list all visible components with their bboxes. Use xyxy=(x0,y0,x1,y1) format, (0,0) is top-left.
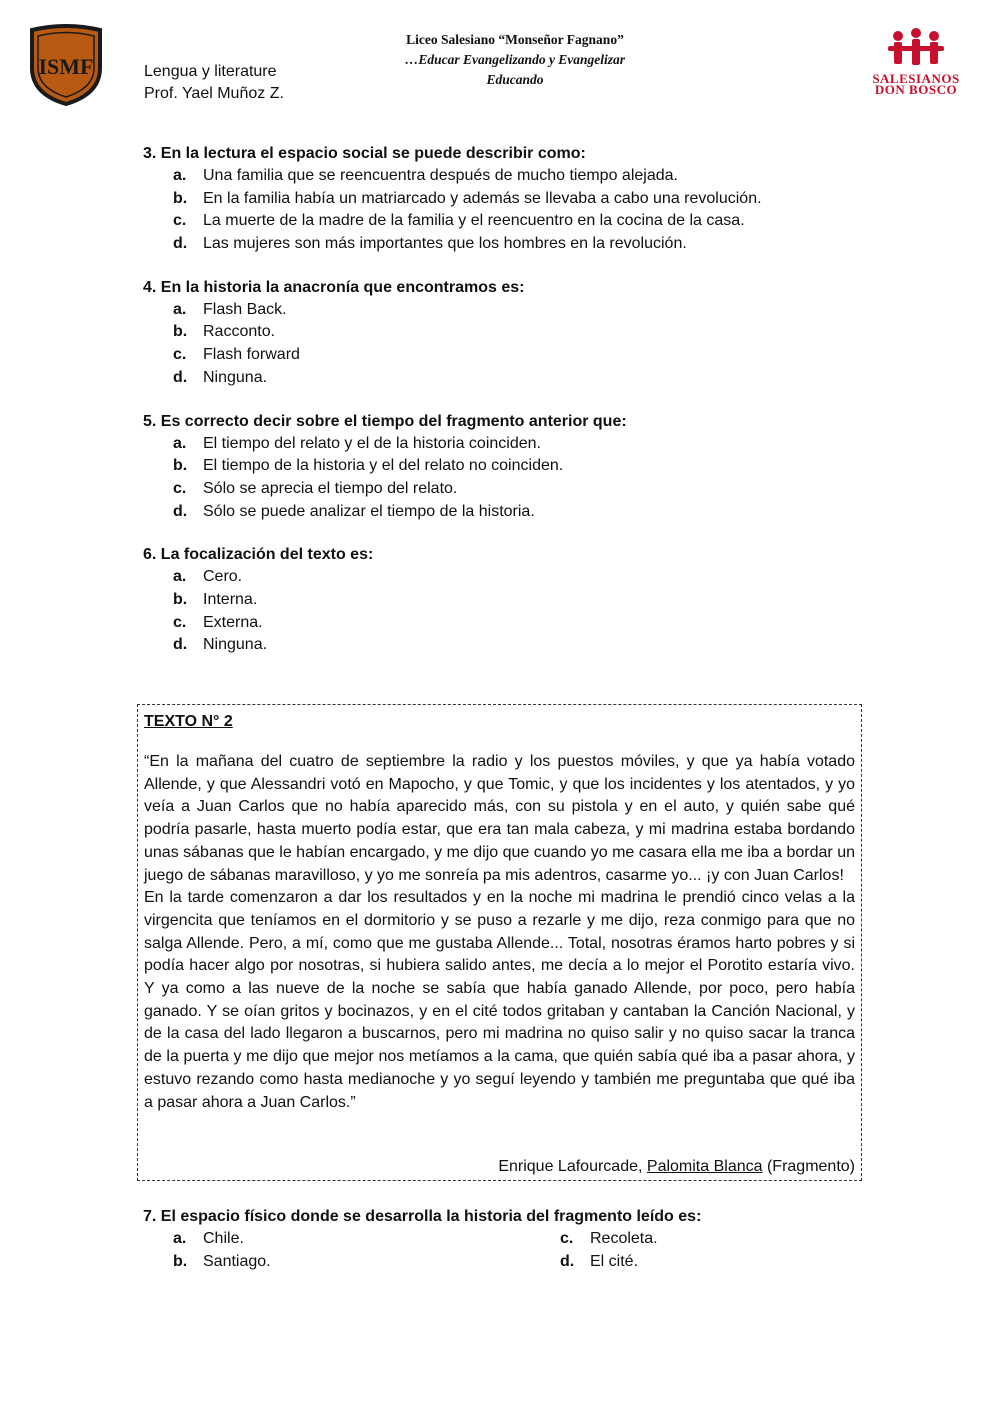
question-title: 4. En la historia la anacronía que encontramos es: xyxy=(143,278,525,296)
option-letter: a. xyxy=(173,1230,187,1247)
options-grid xyxy=(143,1228,863,1274)
subject-block xyxy=(144,61,284,105)
option-c[interactable] xyxy=(143,344,863,367)
option-text: Una familia que se reencuentra después de mucho tiempo alejada. xyxy=(203,167,678,184)
source-note: (Fragmento) xyxy=(766,1158,855,1175)
text-paragraph-1: “En la mañana del cuatro de septiembre la radio y los puestos móviles, y que ya había votado Allende, y que Alessandri votó en Mapocho, y que Tomic, y que los incidentes y los atentados, y yo veía a Juan Carlos que no había aparecido más, con su pistola y en el auto, y quién sabe qué podría pasarle, hasta muerto podía estar, que era tan mala cabeza, y mi madrina estaba bordando unas sábanas que le habían encargado, y me dijo que cuando yo me casara ella me iba a bordar un juego de sábanas maravilloso, y yo me sonreía pa mis adentros, casarme yo... ¡y con Juan Carlos! xyxy=(144,753,855,884)
option-text: En la familia había un matriarcado y además se llevaba a cabo una revolución. xyxy=(203,189,762,207)
option-text: Chile. xyxy=(203,1230,244,1247)
option-text: Flash forward xyxy=(203,346,300,364)
option-text: Externa. xyxy=(203,613,263,631)
question-3 xyxy=(143,143,863,256)
option-d[interactable] xyxy=(143,233,863,256)
school-shield-logo xyxy=(26,24,106,106)
option-letter: a. xyxy=(173,434,187,452)
option-letter: d. xyxy=(173,235,188,253)
option-c[interactable] xyxy=(560,1228,658,1251)
don-bosco-text: DON BOSCO xyxy=(874,82,958,97)
option-b[interactable] xyxy=(143,188,863,211)
option-a[interactable] xyxy=(143,433,863,456)
option-text: Sólo se aprecia el tiempo del relato. xyxy=(203,479,458,497)
option-d[interactable] xyxy=(143,634,863,657)
option-d[interactable] xyxy=(143,367,863,390)
option-letter: c. xyxy=(173,479,187,497)
option-letter: b. xyxy=(173,189,188,207)
question-title: 6. La focalización del texto es: xyxy=(143,546,374,564)
question-5 xyxy=(143,411,863,524)
reading-text-box xyxy=(137,704,862,1181)
option-letter: b. xyxy=(173,1252,188,1270)
option-letter: c. xyxy=(173,212,187,230)
option-letter: a. xyxy=(173,167,187,184)
option-letter: c. xyxy=(173,613,187,631)
option-text: Ninguna. xyxy=(203,368,268,386)
option-a[interactable] xyxy=(143,299,863,322)
question-4 xyxy=(143,277,863,390)
text-source xyxy=(498,1156,855,1178)
option-text: Cero. xyxy=(203,568,243,586)
salesianos-logo xyxy=(862,28,970,100)
option-text: Flash Back. xyxy=(203,300,287,318)
text-heading: TEXTO N° 2 xyxy=(144,713,233,730)
subject-name: Lengua y literature xyxy=(144,63,277,80)
option-c[interactable] xyxy=(143,478,863,501)
option-text: Racconto. xyxy=(203,323,276,341)
school-name: Liceo Salesiano “Monseñor Fagnano” xyxy=(406,32,624,47)
option-text: La muerte de la madre de la familia y el reencuentro en la cocina de la casa. xyxy=(203,212,745,230)
source-author: Enrique Lafourcade, xyxy=(498,1158,643,1175)
option-b[interactable] xyxy=(143,589,863,612)
school-header xyxy=(340,30,690,90)
option-letter: b. xyxy=(173,323,188,341)
option-text: Santiago. xyxy=(203,1252,271,1270)
option-d[interactable] xyxy=(560,1251,638,1274)
option-text: Recoleta. xyxy=(590,1230,658,1247)
option-letter: d. xyxy=(560,1252,575,1270)
salesianos-text: SALESIANOS xyxy=(872,71,960,86)
option-letter: d. xyxy=(173,502,188,520)
option-b[interactable] xyxy=(143,321,863,344)
option-text: El tiempo del relato y el de la historia coinciden. xyxy=(203,434,541,452)
question-title: 3. En la lectura el espacio social se puede describir como: xyxy=(143,145,586,162)
option-letter: a. xyxy=(173,568,187,586)
option-b[interactable] xyxy=(143,455,863,478)
option-a[interactable] xyxy=(173,1228,244,1251)
option-a[interactable] xyxy=(143,165,863,188)
question-title: 5. Es correcto decir sobre el tiempo del fragmento anterior que: xyxy=(143,412,627,430)
option-letter: c. xyxy=(173,346,187,364)
option-d[interactable] xyxy=(143,501,863,524)
text-body xyxy=(144,751,855,1114)
option-c[interactable] xyxy=(143,612,863,635)
question-title: 7. El espacio físico donde se desarrolla la historia del fragmento leído es: xyxy=(143,1208,702,1225)
option-letter: c. xyxy=(560,1230,574,1247)
option-b[interactable] xyxy=(173,1251,271,1274)
option-letter: d. xyxy=(173,636,188,654)
option-text: Interna. xyxy=(203,590,258,608)
option-letter: d. xyxy=(173,368,188,386)
option-a[interactable] xyxy=(143,566,863,589)
questions-section xyxy=(143,143,863,678)
option-c[interactable] xyxy=(143,210,863,233)
question-7 xyxy=(143,1206,863,1274)
option-letter: b. xyxy=(173,590,188,608)
teacher-name: Prof. Yael Muñoz Z. xyxy=(144,85,284,102)
option-letter: a. xyxy=(173,300,187,318)
school-motto-line2: Educando xyxy=(486,72,544,87)
option-text: Ninguna. xyxy=(203,636,268,654)
salesianos-figures-icon xyxy=(886,28,946,68)
option-text: El tiempo de la historia y el del relato no coinciden. xyxy=(203,457,564,475)
option-text: Sólo se puede analizar el tiempo de la historia. xyxy=(203,502,535,520)
shield-lettering: ISMF xyxy=(38,54,94,79)
source-work-title: Palomita Blanca xyxy=(646,1158,763,1175)
option-text: Las mujeres son más importantes que los hombres en la revolución. xyxy=(203,235,687,253)
question-6 xyxy=(143,544,863,657)
school-motto-line1: …Educar Evangelizando y Evangelizar xyxy=(404,52,626,67)
option-letter: b. xyxy=(173,457,188,475)
text-paragraph-2: En la tarde comenzaron a dar los resultados y en la noche mi madrina le prendió cinco velas a la virgencita que teníamos en el dormitorio y se puso a rezarle y me dijo, reza conmigo para que no salga Allende. Pero, a mí, como que me gustaba Allende... Total, nosotras éramos harto pobres y si podía hacer algo por nosotras, si hubiera salido antes, me decía a lo mejor el Porotito estaría vivo. Y ya como a las nueve de la noche se sabía que había ganado Allende, por poco, pero había ganado. Y se oían gritos y bocinazos, y en el cité todos gritaban y cantaban la Canción Nacional, y de la casa del lado llegaron a buscarnos, pero mi madrina no quiso salir y no quiso sacar la tranca de la puerta y me dijo que mejor nos metíamos a la cama, que quién sabía qué iba a pasar ahora, y estuvo rezando como hasta medianoche y yo seguí leyendo y también me preguntaba que qué iba a pasar ahora a Juan Carlos.” xyxy=(144,889,855,1111)
option-text: El cité. xyxy=(590,1252,639,1270)
